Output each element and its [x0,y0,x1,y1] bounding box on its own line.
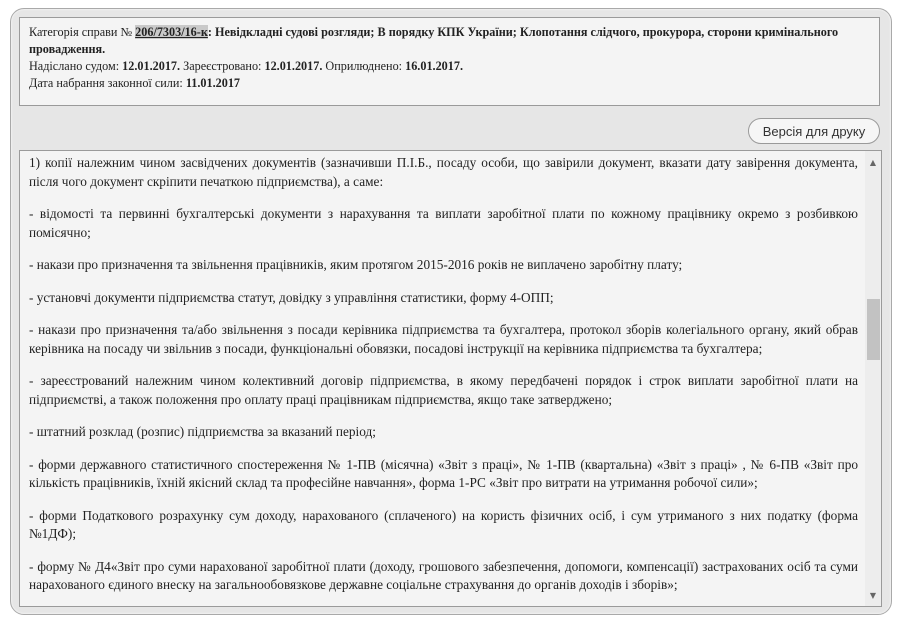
published-label: Оприлюднено: [322,59,406,73]
case-info-header [19,17,880,106]
paragraph: - відомості та первинні бухгалтерські документи з нарахування та виплати заробітної плати по кожному працівнику окремо з розбивкою помісячно; [29,206,858,240]
paragraph: - зареєстрований належним чином колективний договір підприємства, в якому передбачені порядок і строк виплати заробітної плати на підприємстві, а також положення про оплату праці працівникам підприємства, якщо таке затверджено; [29,373,858,407]
registered-label: Зареєстровано: [180,59,265,73]
paragraph: - форми державного статистичного спостереження № 1-ПВ (місячна) «Звіт з праці», № 1-ПВ (квартальна) «Звіт з праці» , № 6-ПВ «Звіт про кількість працівників, їхній якісний склад та професійне навчання», форма 1-РС «Звіт про витрати на утримання робочої сили»; [29,456,858,490]
document-text [29,154,858,607]
paragraph: - форму № Д4«Звіт про суми нарахованої заробітної плати (доходу, грошового забезпечення, допомоги, компенсації) застрахованих осіб та суми нарахованого єдиного внеску на загальнообовязкове державне соціальне страхування до органів доходів і зборів»; [29,558,858,592]
vertical-scrollbar[interactable] [865,151,881,606]
registered-date: 12.01.2017. [264,59,323,73]
scroll-down-arrow-icon[interactable]: ▼ [869,590,877,600]
print-version-button[interactable]: Версія для друку [748,118,880,144]
effective-date-line [29,75,870,92]
paragraph: - штатний розклад (розпис) підприємства за вказаний період; [29,424,376,439]
category-label: Категорія справи № [29,25,136,39]
category-text: : Невідкладні судові розгляди; В порядку КПК України; Клопотання слідчого, прокурора, сторони кримінального провадження. [29,25,839,56]
paragraph: - накази про призначення та звільнення працівників, яким протягом 2015-2016 років не виплачено заробітну плату; [29,257,683,272]
paragraph: - установчі документи підприємства статут, довідку з управління статистики, форму 4-ОПП; [29,289,554,305]
effective-date: 11.01.2017 [185,76,241,90]
scrollbar-thumb[interactable] [867,299,880,360]
paragraph: - накази про призначення та/або звільнення з посади керівника підприємства та бухгалтера, протокол зборів колегіального органу, який обрав керівника на посаду чи звільнив з посади, функціональні обовязки, посадові інструкції на керівника підприємства та бухгалтера; [29,322,858,356]
sent-date: 12.01.2017. [122,59,181,73]
scroll-up-arrow-icon[interactable]: ▲ [869,157,877,167]
paragraph: 1) копії належним чином засвідчених документів (зазначивши П.І.Б., посаду особи, що завірили документ, вказати дату завірення документа, після чого документ скріпити печаткою підприємства), а саме: [29,155,858,189]
document-content[interactable] [19,150,882,607]
sent-label: Надіслано судом: [29,59,123,73]
dates-line [29,58,870,75]
case-category-line [29,24,870,58]
effective-label: Дата набрання законної сили: [29,76,186,90]
case-number-link[interactable]: 206/7303/16-к [135,25,208,39]
published-date: 16.01.2017. [405,59,463,73]
paragraph: - форми Податкового розрахунку сум доходу, нарахованого (сплаченого) на користь фізичних осіб, і сум утриманого з них податку (форма №1ДФ); [29,507,858,541]
